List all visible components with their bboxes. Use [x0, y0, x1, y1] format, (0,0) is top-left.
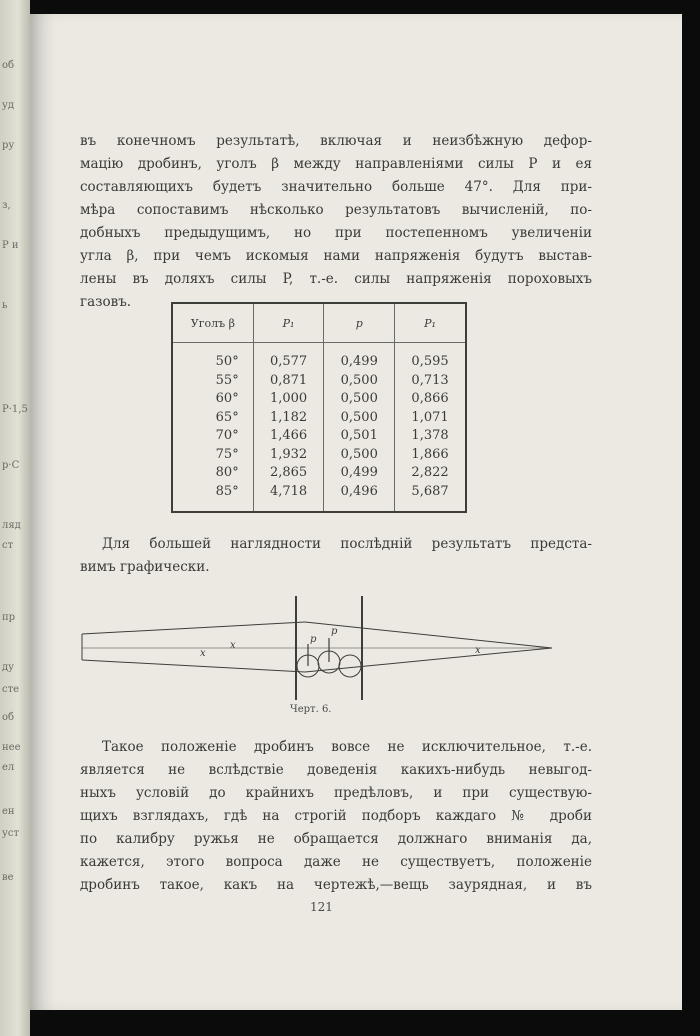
figure-label: p: [331, 626, 338, 637]
facing-page-fragment: об: [2, 60, 15, 71]
facing-page-fragment: об: [2, 712, 15, 723]
facing-page-fragment: нее: [2, 742, 21, 753]
facing-page-edge: [0, 0, 30, 1036]
facing-page-fragment: пр: [2, 612, 16, 623]
table-cell: 0,499: [324, 464, 395, 483]
figure-ray-upper-left: [82, 622, 305, 634]
text-line: въ конечномъ результатѣ, включая и неизбѣжную дефор-: [80, 133, 592, 149]
text-line: мацію дробинъ, уголъ β между направленіями силы P и ея: [80, 156, 592, 172]
table-cell: 75°: [172, 446, 253, 465]
table-cell: 0,496: [324, 483, 395, 502]
table-cell: 1,182: [253, 409, 324, 428]
table-row: [172, 464, 466, 483]
table-spacer: [172, 501, 466, 512]
figure-label: p: [310, 634, 317, 645]
text-line: кажется, этого вопроса даже не существуетъ, положеніе: [80, 854, 592, 870]
facing-page-fragment: уст: [2, 828, 20, 839]
table-cell: 2,822: [395, 464, 466, 483]
table-row: [172, 353, 466, 372]
column-header-p: p: [324, 303, 395, 343]
figure-shot-diagram: [80, 582, 560, 702]
table-cell: 70°: [172, 427, 253, 446]
table-row: [172, 409, 466, 428]
table-cell: 0,500: [324, 390, 395, 409]
table-row: [172, 427, 466, 446]
text-line: по калибру ружья не обращается должнаго вниманія да,: [80, 831, 592, 847]
facing-page-fragment: з,: [2, 200, 11, 211]
table-row: [172, 483, 466, 502]
text-line: составляющихъ будетъ значительно больше 47°. Для при-: [80, 179, 592, 195]
figure-label: x: [200, 648, 206, 659]
text-line: вимъ графически.: [80, 559, 210, 575]
figure-label: x: [230, 640, 236, 651]
table-cell: 0,501: [324, 427, 395, 446]
text-line: угла β, при чемъ искомыя нами напряженія будутъ выстав-: [80, 248, 592, 264]
facing-page-fragment: ел: [2, 762, 15, 773]
table-cell: 55°: [172, 372, 253, 391]
table-cell: 0,577: [253, 353, 324, 372]
table-cell: 0,500: [324, 372, 395, 391]
table-cell: 4,718: [253, 483, 324, 502]
table-spacer: [172, 343, 466, 354]
text-line: ныхъ условій до крайнихъ предѣловъ, и при существую-: [80, 785, 592, 801]
text-line: газовъ.: [80, 294, 132, 310]
angle-stress-table: [171, 302, 467, 513]
facing-page-fragment: ляд: [2, 520, 21, 531]
table-cell: 2,865: [253, 464, 324, 483]
text-line: Для большей наглядности послѣдній результатъ предста-: [102, 536, 592, 552]
text-line: лены въ доляхъ силы P, т.-е. силы напряженія пороховыхъ: [80, 271, 592, 287]
text-line: является не вслѣдствіе доведенія какихъ-нибудь невыгод-: [80, 762, 592, 778]
table-header-row: [172, 303, 466, 343]
table-cell: 50°: [172, 353, 253, 372]
facing-page-fragment: р·С: [2, 460, 20, 471]
table-cell: 1,378: [395, 427, 466, 446]
book-page: [30, 14, 682, 1010]
table-row: [172, 372, 466, 391]
table-cell: 0,499: [324, 353, 395, 372]
table-cell: 0,871: [253, 372, 324, 391]
facing-page-fragment: P·1,5: [2, 404, 28, 415]
table-cell: 80°: [172, 464, 253, 483]
table-cell: 0,500: [324, 409, 395, 428]
facing-page-fragment: сте: [2, 684, 20, 695]
table-cell: 60°: [172, 390, 253, 409]
figure-ray-upper-right: [305, 622, 552, 648]
figure-caption: Черт. 6.: [290, 704, 332, 715]
table-cell: 0,595: [395, 353, 466, 372]
table-row: [172, 390, 466, 409]
text-line: дробинъ такое, какъ на чертежѣ,—вещь заурядная, и въ: [80, 877, 592, 893]
facing-page-fragment: ст: [2, 540, 14, 551]
figure-label: x: [475, 645, 481, 656]
table-row: [172, 446, 466, 465]
table-cell: 1,866: [395, 446, 466, 465]
table-cell: 65°: [172, 409, 253, 428]
facing-page-fragment: ду: [2, 662, 15, 673]
text-line: Такое положеніе дробинъ вовсе не исключительное, т.-е.: [102, 739, 592, 755]
text-line: мѣра сопоставимъ нѣсколько результатовъ вычисленій, по-: [80, 202, 592, 218]
figure-ray-lower-right: [305, 648, 552, 672]
table-cell: 1,000: [253, 390, 324, 409]
table-cell: 85°: [172, 483, 253, 502]
table-cell: 0,713: [395, 372, 466, 391]
paragraph-conclusion: [80, 736, 592, 897]
paragraph-graph-intro: [80, 533, 592, 579]
table-cell: 5,687: [395, 483, 466, 502]
facing-page-fragment: ру: [2, 140, 15, 151]
text-line: щихъ взглядахъ, гдѣ на строгій подборъ каждаго № дроби: [80, 808, 592, 824]
facing-page-fragment: ен: [2, 806, 15, 817]
table-cell: 0,500: [324, 446, 395, 465]
column-header-p1-second: P₁: [395, 303, 466, 343]
facing-page-fragment: ь: [2, 300, 8, 311]
table-cell: 1,466: [253, 427, 324, 446]
table-cell: 1,071: [395, 409, 466, 428]
table-cell: 1,932: [253, 446, 324, 465]
figure-pellet: [339, 655, 361, 677]
page-number: 121: [310, 900, 333, 914]
column-header-angle: Уголъ β: [172, 303, 253, 343]
column-header-p1: P₁: [253, 303, 324, 343]
text-line: добныхъ предыдущимъ, но при постепенномъ увеличеніи: [80, 225, 592, 241]
facing-page-fragment: P и: [2, 240, 19, 251]
table-cell: 0,866: [395, 390, 466, 409]
paragraph-intro: [80, 130, 592, 314]
facing-page-fragment: ве: [2, 872, 14, 883]
facing-page-fragment: уд: [2, 100, 15, 111]
figure-ray-lower-left: [82, 660, 305, 672]
